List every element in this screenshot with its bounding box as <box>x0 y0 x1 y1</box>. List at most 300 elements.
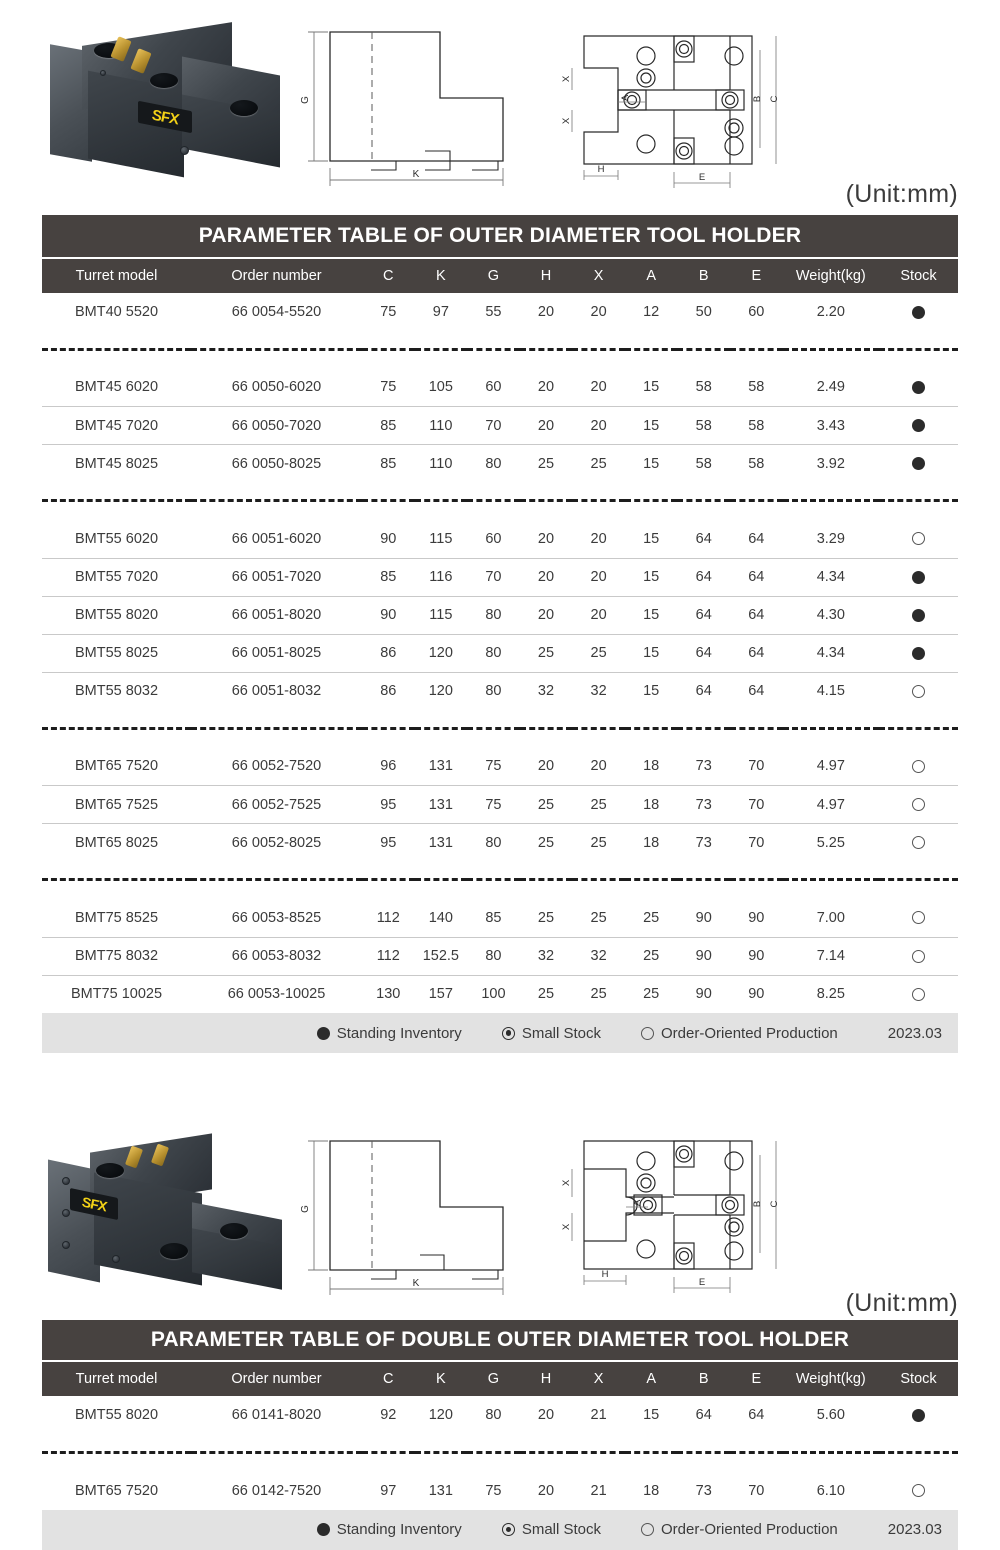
column-header-stock: Stock <box>879 258 958 293</box>
cell-model: BMT40 5520 <box>74 304 159 320</box>
cell-e: 70 <box>748 1482 765 1499</box>
legend-small-stock-2 <box>502 1521 601 1538</box>
cell-k: 115 <box>415 596 468 634</box>
cell-h: 20 <box>520 369 573 407</box>
cell-e: 58 <box>748 455 765 472</box>
cell-h: 25 <box>520 634 573 672</box>
technical-drawing-plan-view-2 <box>556 1125 794 1300</box>
column-header-h: H <box>520 258 573 293</box>
cell-c: 86 <box>362 634 415 672</box>
cell-order: 66 0051-8020 <box>191 596 362 634</box>
cell-b: 64 <box>677 520 730 558</box>
table-2-title: PARAMETER TABLE OF DOUBLE OUTER DIAMETER TOOL HOLDER <box>42 1320 958 1360</box>
table-row <box>42 1396 958 1434</box>
cell-x: 25 <box>590 834 607 851</box>
parameter-table-1-block <box>42 215 958 1053</box>
table-1-legend <box>42 1013 958 1053</box>
cell-b: 90 <box>677 899 730 937</box>
cell-g: 60 <box>467 369 520 407</box>
cell-b: 64 <box>677 634 730 672</box>
cell-e: 58 <box>730 369 783 407</box>
column-header-g: G <box>467 1361 520 1396</box>
svg-text:C: C <box>769 95 780 103</box>
cell-c: 85 <box>380 455 397 472</box>
cell-model: BMT45 8025 <box>74 455 159 472</box>
technical-drawing-plan-view-1 <box>556 20 794 195</box>
svg-text:X: X <box>561 75 572 83</box>
svg-text:G: G <box>300 1205 311 1213</box>
table-row <box>42 975 958 1013</box>
cell-c: 90 <box>362 596 415 634</box>
technical-drawing-side-view-1 <box>292 18 517 196</box>
cell-order: 66 0052-7520 <box>191 748 362 786</box>
column-header-a: A <box>625 258 678 293</box>
ring-circle-icon <box>502 1027 515 1040</box>
cell-x: 25 <box>590 986 607 1003</box>
cell-x: 21 <box>590 1407 607 1423</box>
cell-a: 12 <box>643 304 660 320</box>
cell-stock <box>879 407 958 445</box>
cell-weight: 7.14 <box>783 937 879 975</box>
legend-small-label-2: Small Stock <box>521 1521 602 1538</box>
cell-k: 120 <box>428 683 453 700</box>
column-header-c: C <box>362 1361 415 1396</box>
column-header-b: B <box>677 1361 730 1396</box>
legend-standing-inventory-2 <box>317 1521 462 1538</box>
cell-x: 25 <box>572 634 625 672</box>
cell-stock <box>879 520 958 558</box>
table-row <box>42 520 958 558</box>
cell-h: 25 <box>520 786 573 824</box>
cell-g: 80 <box>485 1407 502 1423</box>
cell-e: 64 <box>730 558 783 596</box>
hollow-circle-icon <box>912 532 925 545</box>
cell-b: 64 <box>677 558 730 596</box>
cell-e: 64 <box>748 683 765 700</box>
cell-h: 20 <box>520 520 573 558</box>
cell-c: 95 <box>362 786 415 824</box>
table-1-date: 2023.03 <box>887 1024 942 1042</box>
brand-logo-text-2: SFX <box>81 1193 107 1215</box>
hollow-circle-icon <box>912 836 925 849</box>
cell-g: 80 <box>467 937 520 975</box>
double-tool-holder-illustration <box>42 1125 290 1300</box>
cell-model: BMT45 6020 <box>42 369 191 407</box>
column-header-weight-kg: Weight(kg) <box>783 1361 879 1396</box>
legend-order-label: Order-Oriented Production <box>661 1024 838 1042</box>
column-header-g: G <box>467 258 520 293</box>
cell-h: 20 <box>520 596 573 634</box>
column-header-turret-model: Turret model <box>42 258 191 293</box>
group-spacer <box>42 862 958 880</box>
cell-a: 15 <box>625 596 678 634</box>
cell-k: 131 <box>428 1482 453 1499</box>
svg-text:A: A <box>632 1199 643 1207</box>
cell-g: 60 <box>467 520 520 558</box>
cell-x: 32 <box>590 683 607 700</box>
table-1-body <box>42 293 958 1013</box>
column-header-order-number: Order number <box>191 1361 362 1396</box>
table-2-body <box>42 1396 958 1510</box>
cell-h: 25 <box>537 834 555 851</box>
cell-g: 80 <box>467 634 520 672</box>
parameter-table-1 <box>42 257 958 1013</box>
svg-text:K: K <box>412 1278 420 1289</box>
cell-e: 90 <box>748 986 765 1003</box>
cell-weight: 4.97 <box>783 748 879 786</box>
cell-x: 25 <box>572 786 625 824</box>
cell-model: BMT55 8025 <box>42 634 191 672</box>
svg-text:X: X <box>561 117 572 125</box>
cell-g: 75 <box>467 786 520 824</box>
cell-order: 66 0050-7020 <box>191 407 362 445</box>
cell-a: 15 <box>625 407 678 445</box>
cell-a: 25 <box>625 899 678 937</box>
cell-x: 20 <box>572 596 625 634</box>
svg-text:C: C <box>769 1200 780 1208</box>
cell-model: BMT65 8025 <box>74 834 159 851</box>
cell-c: 86 <box>380 683 397 700</box>
cell-order: 66 0052-7525 <box>191 786 362 824</box>
legend-small-label: Small Stock <box>521 1024 602 1042</box>
legend-order-oriented <box>641 1025 838 1042</box>
table-row <box>42 824 958 862</box>
filled-circle-icon <box>317 1027 330 1040</box>
cell-e: 60 <box>748 304 765 320</box>
cell-stock <box>879 596 958 634</box>
cell-k: 97 <box>432 304 449 320</box>
table-row <box>42 445 958 483</box>
cell-c: 85 <box>362 407 415 445</box>
cell-a: 15 <box>625 520 678 558</box>
column-header-e: E <box>730 258 783 293</box>
cell-a: 15 <box>643 683 660 700</box>
cell-b: 64 <box>695 1407 712 1423</box>
cell-stock <box>879 1472 958 1510</box>
cell-k: 116 <box>415 558 468 596</box>
hollow-circle-icon <box>641 1523 654 1536</box>
column-header-turret-model: Turret model <box>42 1361 191 1396</box>
cell-g: 80 <box>485 834 502 851</box>
cell-g: 80 <box>467 596 520 634</box>
cell-b: 73 <box>677 748 730 786</box>
cell-k: 157 <box>428 986 453 1003</box>
cell-k: 120 <box>415 634 468 672</box>
group-spacer <box>42 1434 958 1452</box>
cell-x: 21 <box>590 1482 607 1499</box>
table-1-header <box>42 258 958 293</box>
column-header-order-number: Order number <box>191 258 362 293</box>
cell-order: 66 0053-8032 <box>191 937 362 975</box>
legend-standing-label: Standing Inventory <box>336 1024 462 1042</box>
cell-weight: 5.60 <box>816 1407 845 1423</box>
cell-stock <box>879 1396 958 1434</box>
cell-h: 25 <box>537 455 555 472</box>
group-spacer <box>42 331 958 349</box>
filled-circle-icon <box>912 419 925 432</box>
table-2-legend <box>42 1510 958 1550</box>
parameter-table-2-block <box>42 1320 958 1550</box>
cell-order: 66 0142-7520 <box>231 1482 322 1499</box>
cell-g: 85 <box>467 899 520 937</box>
cell-model: BMT65 7520 <box>74 1482 159 1499</box>
cell-g: 70 <box>467 407 520 445</box>
cell-b: 64 <box>677 596 730 634</box>
cell-x: 20 <box>572 748 625 786</box>
cell-h: 25 <box>537 986 555 1003</box>
column-header-stock: Stock <box>879 1361 958 1396</box>
svg-text:X: X <box>561 1179 572 1187</box>
hollow-circle-icon <box>912 798 925 811</box>
cell-weight: 5.25 <box>816 834 845 851</box>
table-row <box>42 786 958 824</box>
cell-b: 73 <box>695 834 712 851</box>
cell-x: 25 <box>572 899 625 937</box>
cell-c: 97 <box>380 1482 397 1499</box>
hollow-circle-icon <box>912 988 925 1001</box>
cell-e: 64 <box>730 634 783 672</box>
cell-order: 66 0051-8025 <box>191 634 362 672</box>
cell-k: 120 <box>428 1407 453 1423</box>
cell-b: 58 <box>695 455 712 472</box>
legend-small-stock <box>502 1025 601 1042</box>
cell-x: 20 <box>572 558 625 596</box>
cell-k: 105 <box>415 369 468 407</box>
svg-text:H: H <box>597 164 605 175</box>
filled-circle-icon <box>912 381 925 394</box>
legend-order-label-2: Order-Oriented Production <box>661 1521 838 1538</box>
table-row <box>42 293 958 331</box>
hollow-circle-icon <box>912 760 925 773</box>
cell-b: 58 <box>677 407 730 445</box>
cell-order: 66 0053-8525 <box>191 899 362 937</box>
cell-k: 115 <box>415 520 468 558</box>
cell-weight: 2.49 <box>783 369 879 407</box>
cell-model: BMT55 6020 <box>42 520 191 558</box>
svg-text:B: B <box>752 95 763 103</box>
column-header-k: K <box>415 1361 468 1396</box>
cell-k: 131 <box>428 834 453 851</box>
cell-stock <box>879 634 958 672</box>
column-header-a: A <box>625 1361 678 1396</box>
table-row <box>42 596 958 634</box>
table-row <box>42 748 958 786</box>
table-row <box>42 672 958 710</box>
filled-circle-icon <box>317 1523 330 1536</box>
cell-order: 66 0052-8025 <box>231 834 322 851</box>
group-spacer <box>42 710 958 728</box>
cell-weight: 6.10 <box>816 1482 845 1499</box>
cell-order: 66 0051-8032 <box>231 683 322 700</box>
cell-b: 90 <box>695 986 712 1003</box>
column-header-x: X <box>572 1361 625 1396</box>
hollow-circle-icon <box>912 685 925 698</box>
svg-text:B: B <box>752 1200 763 1208</box>
cell-weight: 3.43 <box>783 407 879 445</box>
cell-model: BMT75 8032 <box>42 937 191 975</box>
cell-stock <box>879 937 958 975</box>
cell-c: 95 <box>380 834 397 851</box>
cell-h: 20 <box>537 304 555 320</box>
cell-e: 90 <box>730 899 783 937</box>
cell-stock <box>879 786 958 824</box>
cell-b: 64 <box>695 683 712 700</box>
hollow-circle-icon <box>912 1484 925 1497</box>
svg-text:H: H <box>601 1269 609 1280</box>
tool-holder-illustration <box>42 18 290 193</box>
table-row <box>42 1472 958 1510</box>
cell-weight: 2.20 <box>816 304 845 320</box>
cell-k: 110 <box>429 455 453 472</box>
cell-k: 131 <box>415 786 468 824</box>
cell-a: 18 <box>625 748 678 786</box>
table-2-header <box>42 1361 958 1396</box>
cell-stock <box>879 824 958 862</box>
hollow-circle-icon <box>912 911 925 924</box>
cell-g: 75 <box>485 1482 502 1499</box>
filled-circle-icon <box>912 571 925 584</box>
cell-c: 85 <box>362 558 415 596</box>
table-row <box>42 369 958 407</box>
cell-model: BMT55 7020 <box>42 558 191 596</box>
cell-weight: 4.15 <box>816 683 845 700</box>
svg-text:A: A <box>620 94 631 102</box>
table-2-date: 2023.03 <box>887 1521 942 1538</box>
cell-e: 70 <box>748 834 765 851</box>
cell-h: 20 <box>520 748 573 786</box>
unit-label-1: (Unit:mm) <box>845 180 958 208</box>
cell-k: 131 <box>415 748 468 786</box>
cell-stock <box>879 748 958 786</box>
cell-x: 20 <box>572 369 625 407</box>
product-photo-single-holder <box>42 18 290 193</box>
column-header-x: X <box>572 258 625 293</box>
cell-x: 20 <box>590 304 607 320</box>
cell-c: 96 <box>362 748 415 786</box>
cell-model: BMT55 8020 <box>74 1407 159 1423</box>
svg-text:K: K <box>412 169 420 180</box>
cell-stock <box>879 672 958 710</box>
ring-circle-icon <box>502 1523 515 1536</box>
group-spacer <box>42 502 958 520</box>
cell-e: 90 <box>730 937 783 975</box>
cell-stock <box>879 445 958 483</box>
group-spacer <box>42 1454 958 1472</box>
cell-model: BMT55 8032 <box>74 683 159 700</box>
svg-text:X: X <box>561 1223 572 1231</box>
svg-text:G: G <box>300 96 311 104</box>
cell-g: 80 <box>485 683 502 700</box>
table-row <box>42 634 958 672</box>
cell-weight: 3.92 <box>816 455 845 472</box>
cell-x: 20 <box>572 407 625 445</box>
filled-circle-icon <box>912 609 925 622</box>
cell-h: 20 <box>537 1482 555 1499</box>
table-row <box>42 899 958 937</box>
group-spacer <box>42 730 958 748</box>
cell-a: 15 <box>625 634 678 672</box>
cell-a: 15 <box>625 558 678 596</box>
cell-order: 66 0050-8025 <box>231 455 322 472</box>
cell-model: BMT65 7520 <box>42 748 191 786</box>
cell-weight: 3.29 <box>783 520 879 558</box>
cell-model: BMT75 10025 <box>70 986 163 1003</box>
unit-label-2: (Unit:mm) <box>845 1289 958 1317</box>
cell-stock <box>879 899 958 937</box>
cell-k: 140 <box>415 899 468 937</box>
cell-e: 64 <box>730 596 783 634</box>
column-header-c: C <box>362 258 415 293</box>
cell-a: 15 <box>643 1407 660 1423</box>
cell-x: 20 <box>572 520 625 558</box>
cell-c: 75 <box>362 369 415 407</box>
cell-a: 15 <box>625 369 678 407</box>
cell-model: BMT45 7020 <box>42 407 191 445</box>
cell-g: 55 <box>485 304 502 320</box>
technical-drawing-side-view-2 <box>292 1127 517 1305</box>
cell-g: 75 <box>467 748 520 786</box>
cell-stock <box>879 558 958 596</box>
table-row <box>42 937 958 975</box>
cell-h: 32 <box>537 683 555 700</box>
group-spacer <box>42 881 958 899</box>
cell-c: 92 <box>380 1407 397 1423</box>
cell-e: 70 <box>730 748 783 786</box>
cell-weight: 7.00 <box>783 899 879 937</box>
group-spacer <box>42 483 958 501</box>
filled-circle-icon <box>912 457 925 470</box>
hollow-circle-icon <box>641 1027 654 1040</box>
cell-a: 25 <box>625 937 678 975</box>
cell-c: 75 <box>380 304 397 320</box>
cell-e: 58 <box>730 407 783 445</box>
cell-g: 100 <box>481 986 506 1003</box>
legend-standing-inventory <box>317 1025 462 1042</box>
cell-order: 66 0050-6020 <box>191 369 362 407</box>
cell-weight: 4.34 <box>783 634 879 672</box>
filled-circle-icon <box>912 647 925 660</box>
group-spacer <box>42 351 958 369</box>
cell-order: 66 0051-6020 <box>191 520 362 558</box>
cell-model: BMT55 8020 <box>42 596 191 634</box>
filled-circle-icon <box>912 306 925 319</box>
cell-a: 18 <box>625 786 678 824</box>
legend-order-oriented-2 <box>641 1521 838 1538</box>
cell-order: 66 0054-5520 <box>231 304 322 320</box>
cell-e: 64 <box>748 1407 765 1423</box>
cell-stock <box>879 293 958 331</box>
cell-e: 64 <box>730 520 783 558</box>
svg-text:E: E <box>698 1277 706 1288</box>
cell-weight: 8.25 <box>816 986 845 1003</box>
cell-a: 18 <box>643 1482 660 1499</box>
cell-c: 112 <box>362 937 415 975</box>
cell-g: 70 <box>467 558 520 596</box>
cell-k: 110 <box>415 407 468 445</box>
cell-x: 25 <box>590 455 607 472</box>
column-header-h: H <box>520 1361 573 1396</box>
cell-b: 58 <box>677 369 730 407</box>
cell-order: 66 0141-8020 <box>231 1407 322 1423</box>
table-row <box>42 558 958 596</box>
hollow-circle-icon <box>912 950 925 963</box>
svg-text:E: E <box>698 172 706 183</box>
cell-b: 90 <box>677 937 730 975</box>
cell-h: 20 <box>537 1407 555 1423</box>
cell-model: BMT75 8525 <box>42 899 191 937</box>
filled-circle-icon <box>912 1409 925 1422</box>
cell-a: 15 <box>643 455 660 472</box>
